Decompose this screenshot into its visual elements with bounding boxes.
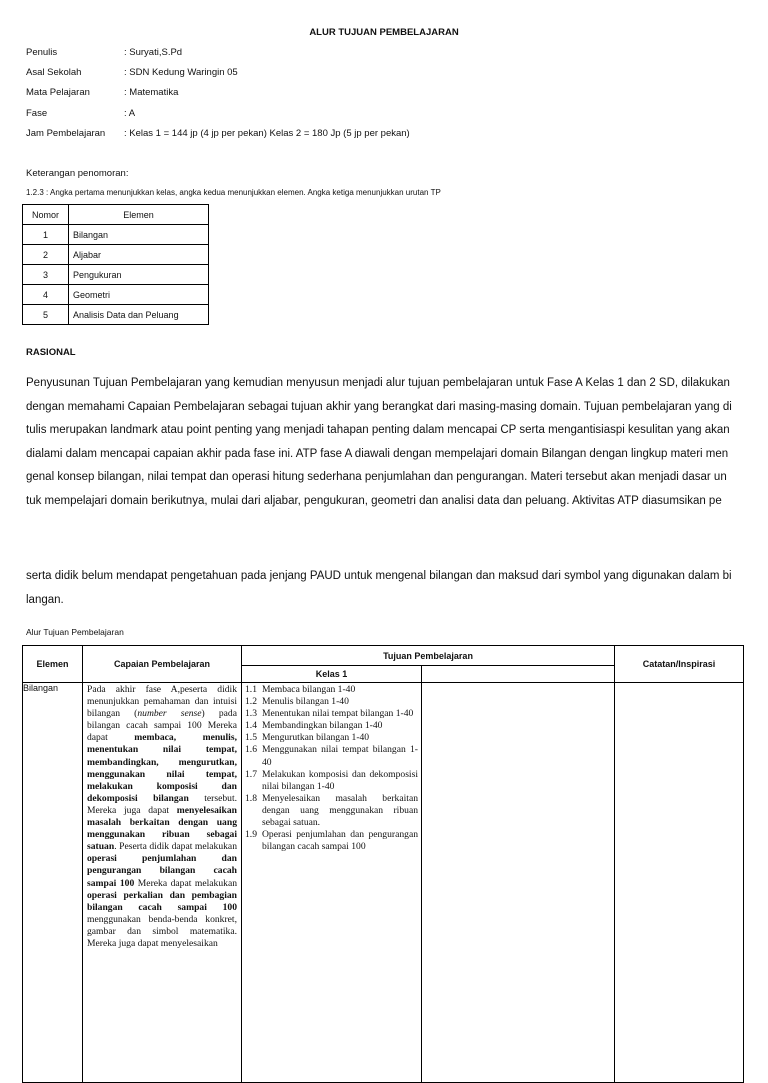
tp-list-item <box>245 708 418 720</box>
tp-number: 1.4 <box>245 720 257 732</box>
row-number: 4 <box>23 285 69 305</box>
meta-key: Mata Pelajaran <box>26 87 90 98</box>
paragraph-line: dialami dalam mencapai capaian akhir pada fase ini. ATP fase A diawali dengan mempelajari domain Bilangan dengan lingkup materi men <box>26 447 729 460</box>
rasional-paragraph-continued <box>26 565 746 612</box>
table-row <box>23 225 209 245</box>
row-number: 3 <box>23 265 69 285</box>
cp-text-segment: tersebut. Mereka juga dapat <box>87 792 238 816</box>
doc-title: ALUR TUJUAN PEMBELAJARAN <box>309 27 459 38</box>
tp-text: Menyelesaikan masalah berkaitan dengan uang menggunakan ribuan sebagai satuan. <box>262 792 418 829</box>
tp-list-item <box>245 696 418 708</box>
tp-list-item <box>245 684 418 696</box>
header-elemen: Elemen <box>69 205 209 225</box>
header-kelas-2 <box>422 666 615 683</box>
tp-text: Melakukan komposisi dan dekomposisi nilai bilangan 1-40 <box>262 768 418 792</box>
row-number: 2 <box>23 245 69 265</box>
meta-value: : Kelas 1 = 144 jp (4 jp per pekan) Kelas 2 = 180 Jp (5 jp per pekan) <box>124 128 410 139</box>
header-kelas-1: Kelas 1 <box>242 666 422 683</box>
row-elemen: Geometri <box>69 285 209 305</box>
header-catatan-inspirasi: Catatan/Inspirasi <box>615 646 744 683</box>
tp-list-item <box>245 769 418 793</box>
cp-text-segment: operasi perkalian dan pembagian bilangan cacah sampai 100 <box>87 889 237 913</box>
cell-catatan-inspirasi <box>615 683 744 1083</box>
meta-key: Asal Sekolah <box>26 67 82 78</box>
tp-list <box>242 683 421 853</box>
rasional-paragraph <box>26 372 746 513</box>
tp-list-item <box>245 829 418 853</box>
meta-value: : Matematika <box>124 87 179 98</box>
table-header-row <box>23 646 744 666</box>
cp-text-segment: number sense <box>137 708 202 720</box>
paragraph-line: serta didik belum mendapat pengetahuan pada jenjang PAUD untuk mengenal bilangan dan maksud dari symbol yang digunakan dalam bi <box>26 570 732 582</box>
cell-elemen: Bilangan <box>23 683 83 1083</box>
cell-tujuan-kelas-1 <box>242 683 422 1083</box>
paragraph-line: genal konsep bilangan, nilai tempat dan operasi hitung sederhana penjumlahan dan pengurangan. Materi tersebut akan menjadi dasar un <box>26 471 727 483</box>
tp-text: Menentukan nilai tempat bilangan 1-40 <box>262 708 414 720</box>
atp-table <box>22 645 744 1083</box>
paragraph-line: langan. <box>26 593 64 606</box>
cp-text-segment: menyelesaikan masalah berkaitan dengan uang menggunakan ribuan sebagai satuan <box>87 804 237 853</box>
tp-list-item <box>245 744 418 768</box>
table-row <box>23 245 209 265</box>
keterangan-heading: Keterangan penomoran: <box>26 168 129 179</box>
header-elemen: Elemen <box>23 646 83 683</box>
cell-tujuan-kelas-2 <box>422 683 615 1083</box>
cell-capaian-pembelajaran <box>83 683 242 1083</box>
tp-text: Menggunakan nilai tempat bilangan 1-40 <box>262 744 418 768</box>
table-row <box>23 683 744 1083</box>
table-row <box>23 285 209 305</box>
header-tujuan-pembelajaran: Tujuan Pembelajaran <box>242 646 615 666</box>
elemen-table <box>22 204 209 325</box>
meta-key: Jam Pembelajaran <box>26 128 106 139</box>
tp-list-item <box>245 720 418 732</box>
paragraph-line: Penyusunan Tujuan Pembelajaran yang kemudian menyusun menjadi alur tujuan pembelajaran untuk Fase A Kelas 1 dan 2 SD, dilakukan <box>26 377 730 389</box>
tp-text: Membandingkan bilangan 1-40 <box>262 720 383 732</box>
cp-text-segment: ) pada bilangan cacah sampai 100 Mereka dapat <box>87 708 237 744</box>
meta-key: Penulis <box>26 47 58 58</box>
row-elemen: Bilangan <box>69 225 209 245</box>
tp-list-item <box>245 793 418 829</box>
tp-number: 1.6 <box>245 744 257 756</box>
paragraph-line: tuk mempelajari domain berikutnya, mulai dari aljabar, pengukuran, geometri dan analisi data dan peluang. Aktivitas ATP diasumsikan pe <box>26 494 722 507</box>
cp-text-segment: . Peserta didik dapat melakukan <box>114 841 237 853</box>
rasional-heading: RASIONAL <box>26 347 76 358</box>
cp-text-segment: Mereka dapat melakukan <box>134 877 238 889</box>
tp-number: 1.1 <box>245 684 257 695</box>
tp-number: 1.3 <box>245 708 257 720</box>
table-row <box>23 265 209 285</box>
keterangan-detail: 1.2.3 : Angka pertama menunjukkan kelas, angka kedua menunjukkan elemen. Angka ketiga menunjukkan urutan TP <box>26 188 441 197</box>
tp-number: 1.2 <box>245 696 257 708</box>
cp-text-segment: membaca, menulis, menentukan nilai tempat, membandingkan, mengurutkan, menggunakan nilai tempat, melakukan komposisi dan dekomposisi bilangan <box>87 732 237 804</box>
cp-text-segment: Pada akhir fase A,peserta didik menunjukkan pemahaman dan intuisi bilangan ( <box>87 684 237 720</box>
tp-number: 1.5 <box>245 732 257 744</box>
tp-text: Membaca bilangan 1-40 <box>262 684 356 695</box>
paragraph-line: dengan memahami Capaian Pembelajaran sebagai tujuan akhir yang berangkat dari masing-masing domain. Tujuan pembelajaran yang di <box>26 400 732 413</box>
tp-number: 1.7 <box>245 768 257 780</box>
row-number: 1 <box>23 225 69 245</box>
tp-number: 1.8 <box>245 792 257 804</box>
tp-list-item <box>245 732 418 744</box>
paragraph-line: tulis merupakan landmark atau point penting yang menjadi tahapan penting dalam mencapai CP serta mengantisiaspi kesulitan yang akan <box>26 424 730 436</box>
row-number: 5 <box>23 305 69 325</box>
cp-text <box>83 683 241 950</box>
table-row <box>23 305 209 325</box>
meta-value: : Suryati,S.Pd <box>124 47 183 58</box>
header-capaian-pembelajaran: Capaian Pembelajaran <box>83 646 242 683</box>
tp-number: 1.9 <box>245 829 257 841</box>
meta-value: : A <box>124 108 136 119</box>
cp-text-segment: operasi penjumlahan dan pengurangan bilangan cacah sampai 100 <box>87 853 237 889</box>
tp-text: Menulis bilangan 1-40 <box>262 696 349 708</box>
meta-value: : SDN Kedung Waringin 05 <box>124 67 238 78</box>
tp-text: Operasi penjumlahan dan pengurangan bilangan cacah sampai 100 <box>262 829 418 853</box>
row-elemen: Aljabar <box>69 245 209 265</box>
header-nomor: Nomor <box>23 205 69 225</box>
row-elemen: Analisis Data dan Peluang <box>69 305 209 325</box>
meta-key: Fase <box>26 108 48 119</box>
table-header-row <box>23 205 209 225</box>
row-elemen: Pengukuran <box>69 265 209 285</box>
tp-text: Mengurutkan bilangan 1-40 <box>262 732 370 744</box>
atp-label: Alur Tujuan Pembelajaran <box>26 627 124 637</box>
cp-text-segment: menggunakan benda-benda konkret, gambar dan simbol matematika. Mereka juga dapat menyelesaikan <box>87 913 237 949</box>
